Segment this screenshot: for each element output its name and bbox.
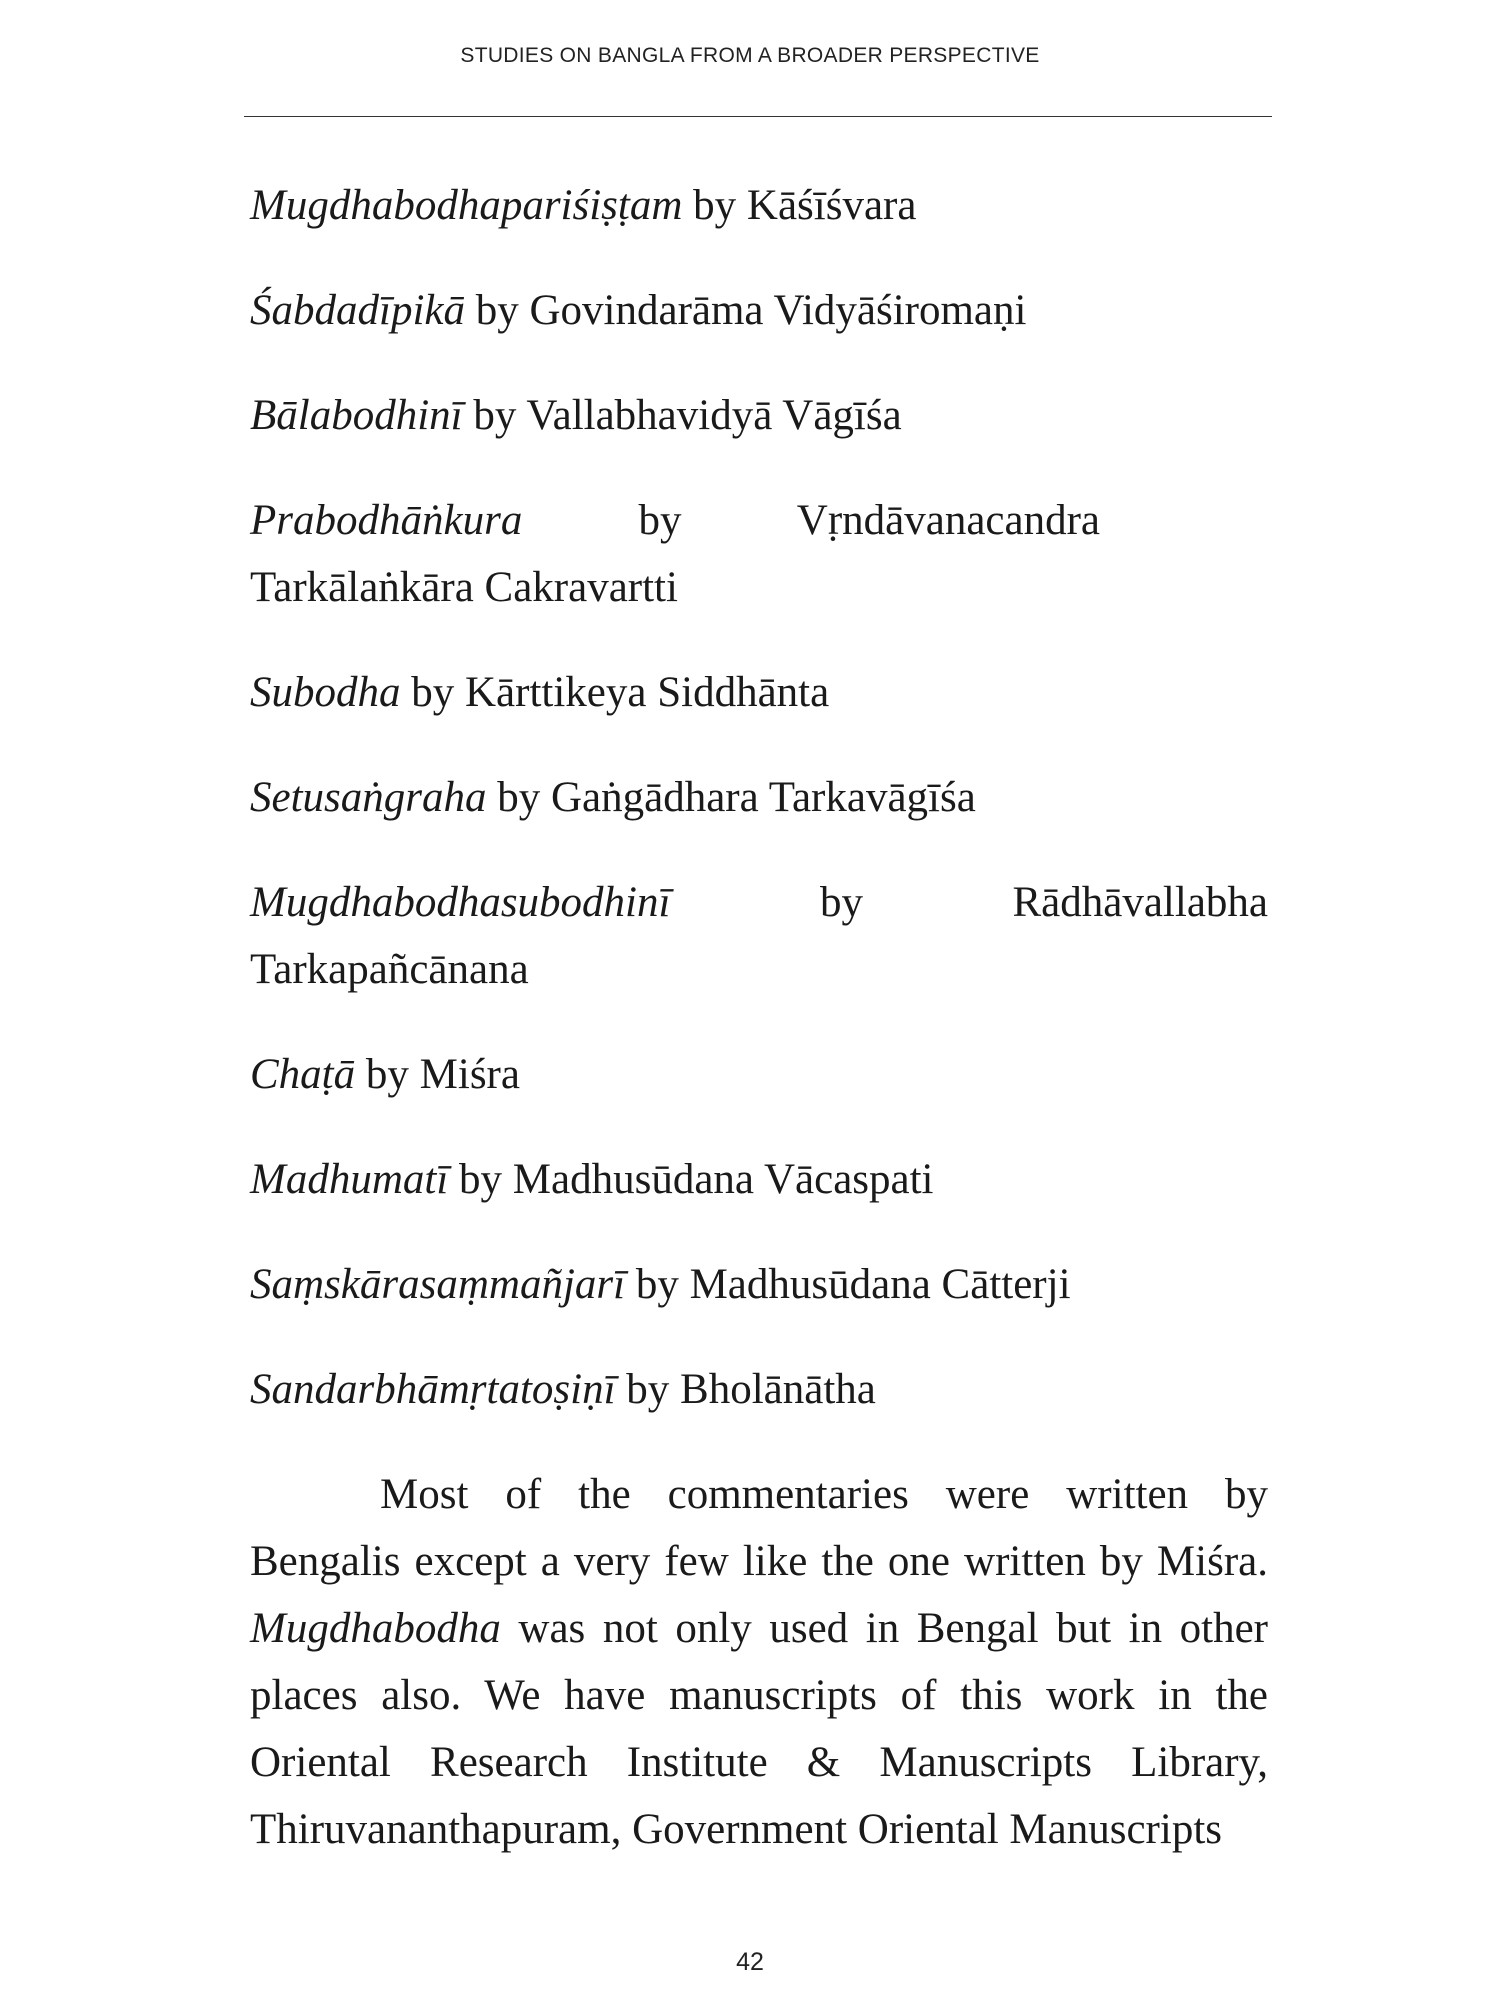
entry-title: Madhumatī (250, 1156, 449, 1203)
entry-author: by Rādhāvallabha Tarkapañcānana (250, 879, 1268, 993)
entry-author: by Bholānātha (615, 1366, 876, 1413)
entry-title: Prabodhāṅkura (250, 497, 523, 544)
entry-title: Sandarbhāmṛtatoṣiṇī (250, 1366, 616, 1413)
commentary-entry-7 (250, 869, 1268, 1003)
commentary-entry-11 (250, 1356, 1268, 1423)
paragraph-text-2: was not only used in Bengal but in other places also. We have manuscripts of this work in the Oriental Research Institute & Manuscripts Library, Thiruvananthapuram, Government Oriental Manuscripts (250, 1605, 1268, 1853)
header-rule (244, 116, 1272, 117)
commentary-entry-10 (250, 1251, 1268, 1318)
page-number: 42 (736, 1948, 764, 1976)
entry-title: Subodha (250, 669, 401, 716)
entry-title: Setusaṅgraha (250, 774, 487, 821)
body-paragraph (250, 1461, 1268, 1863)
commentary-entry-4 (250, 487, 1100, 621)
entry-author: by Miśra (355, 1051, 520, 1098)
entry-title: Saṃskārasaṃmañjarī (250, 1261, 626, 1308)
paragraph-text-1: Most of the commentaries were written by Bengalis except a very few like the one written by Miśra. (250, 1471, 1268, 1585)
commentary-entry-6 (250, 764, 1268, 831)
commentary-entry-1 (250, 172, 1268, 239)
entry-author: by Madhusūdana Cātterji (625, 1261, 1071, 1308)
entry-title: Mugdhabodhasubodhinī (250, 879, 671, 926)
commentary-entry-3 (250, 382, 1268, 449)
running-header: STUDIES ON BANGLA FROM A BROADER PERSPECTIVE (460, 44, 1040, 67)
commentary-entry-2 (250, 277, 1268, 344)
commentary-entry-5 (250, 659, 1268, 726)
entry-author: by Madhusūdana Vācaspati (448, 1156, 934, 1203)
entry-title: Śabdadīpikā (250, 287, 465, 334)
entry-title: Bālabodhinī (250, 392, 463, 439)
page-content (250, 172, 1268, 1863)
commentary-entry-8 (250, 1041, 1268, 1108)
entry-author: by Vṛndāvanacandra Tarkālaṅkāra Cakravartti (250, 497, 1100, 611)
entry-title: Mugdhabodhapariśiṣṭam (250, 182, 683, 229)
paragraph-italic-title: Mugdhabodha (250, 1605, 501, 1652)
entry-author: by Govindarāma Vidyāśiromaṇi (464, 287, 1027, 334)
entry-author: by Gaṅgādhara Tarkavāgīśa (486, 774, 976, 821)
entry-author: by Kāśīśvara (682, 182, 917, 229)
entry-author: by Vallabhavidyā Vāgīśa (462, 392, 902, 439)
entry-title: Chaṭā (250, 1051, 356, 1098)
entry-author: by Kārttikeya Siddhānta (400, 669, 830, 716)
commentary-entry-9 (250, 1146, 1268, 1213)
